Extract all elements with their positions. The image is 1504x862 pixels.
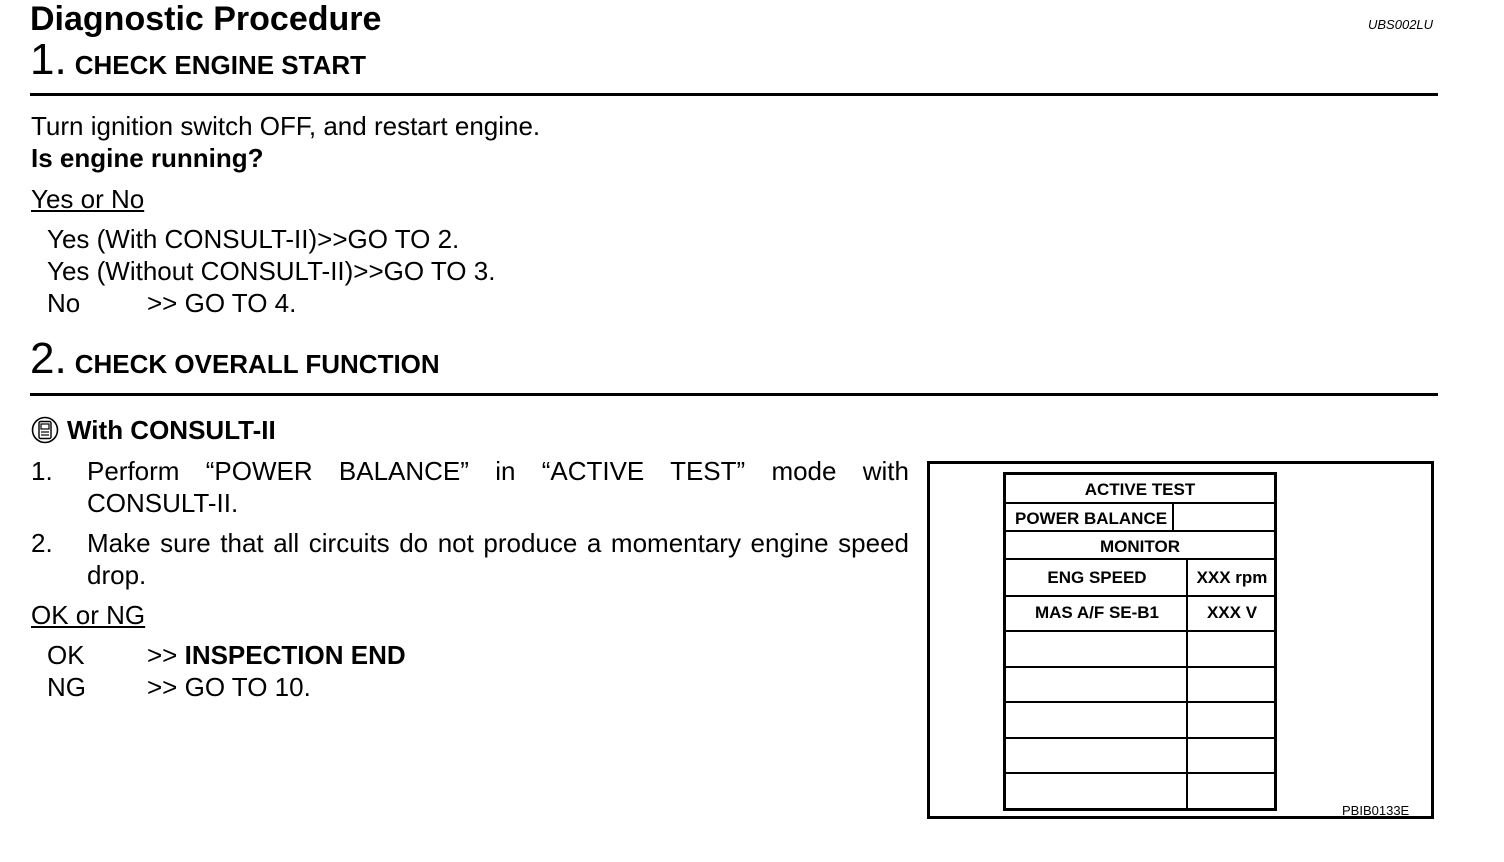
result-key: No (47, 288, 81, 318)
result-action: GO TO 10. (184, 672, 311, 702)
table-line (1006, 595, 1274, 597)
consult-mode-label (31, 414, 276, 446)
step-2-title: CHECK OVERALL FUNCTION (74, 349, 440, 379)
step-2-item-2 (31, 527, 909, 591)
item-text: Make sure that all circuits do not produce a momentary engine speed drop. (87, 528, 909, 590)
figure-code: PBIB0133E (1342, 803, 1410, 818)
step-2-answer-heading: OK or NG (31, 600, 146, 630)
step-1-title: CHECK ENGINE START (74, 50, 367, 80)
step-1-result-yes-no-consult (47, 255, 495, 287)
screen-monitor-label: MONITOR (1100, 537, 1180, 556)
item-number: 1. (31, 456, 53, 486)
item-text: Perform “POWER BALANCE” in “ACTIVE TEST” mode with CONSULT-II. (87, 456, 909, 518)
table-line (1172, 503, 1174, 530)
step-2-number: 2. (30, 334, 67, 383)
step-1-answer-heading: Yes or No (31, 184, 145, 214)
step-1-result-no (47, 287, 296, 319)
monitor-row-name: ENG SPEED (1047, 568, 1147, 587)
consult-icon (31, 416, 59, 444)
table-line (1006, 530, 1274, 532)
result-arrow: >> (147, 640, 185, 670)
result-text: Yes (With CONSULT-II)>>GO TO 2. (47, 224, 460, 254)
monitor-row-value: XXX rpm (1196, 568, 1268, 587)
result-action: INSPECTION END (184, 640, 406, 670)
table-line (1006, 701, 1274, 703)
consult-mode-text: With CONSULT-II (67, 415, 276, 445)
step-2-result-ng (47, 671, 311, 703)
document-code: UBS002LU (1368, 17, 1434, 32)
result-action: >> GO TO 4. (147, 288, 297, 318)
step-2-result-ok (47, 639, 406, 671)
table-line (1006, 630, 1274, 632)
table-line (1006, 772, 1274, 774)
step-2-item-1 (31, 455, 909, 519)
result-text: Yes (Without CONSULT-II)>>GO TO 3. (47, 256, 496, 286)
table-line (1006, 737, 1274, 739)
table-line (1006, 558, 1274, 560)
item-number: 2. (31, 528, 53, 558)
step-1-divider (30, 93, 1438, 96)
table-line (1006, 666, 1274, 668)
screen-test-item: POWER BALANCE (1015, 509, 1168, 528)
step-2-header (30, 334, 440, 383)
screen-title: ACTIVE TEST (1084, 480, 1196, 499)
result-key: NG (47, 672, 86, 702)
step-1-instruction: Turn ignition switch OFF, and restart engine. (31, 111, 541, 141)
table-line (1186, 559, 1188, 809)
result-key: OK (47, 640, 85, 670)
step-2-divider (30, 393, 1438, 396)
step-1-header (30, 35, 367, 84)
page-title: Diagnostic Procedure (30, 0, 382, 38)
monitor-row-name: MAS A/F SE-B1 (1034, 603, 1160, 622)
step-1-number: 1. (30, 35, 67, 84)
result-arrow: >> (147, 672, 185, 702)
step-1-question: Is engine running? (31, 143, 264, 173)
monitor-row-value: XXX V (1206, 603, 1258, 622)
table-line (1006, 502, 1274, 504)
step-1-result-yes-consult (47, 223, 459, 255)
